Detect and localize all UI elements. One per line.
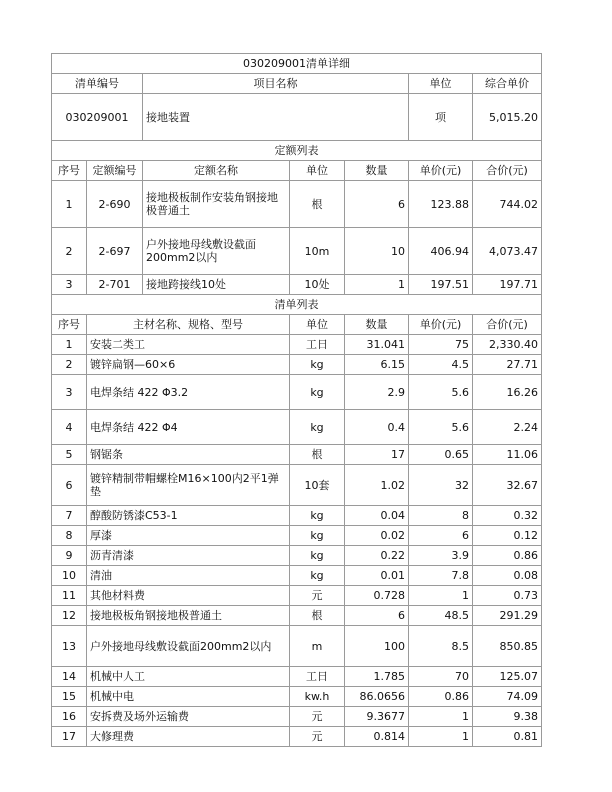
quota-row [52,181,542,228]
quota-total-header: 合价(元) [473,161,542,181]
item-code: 030209001 [52,94,143,141]
item-name: 接地装置 [143,94,409,141]
list-name: 沥青清漆 [87,546,290,566]
list-no: 4 [52,410,87,445]
list-row [52,687,542,707]
list-qty: 0.01 [345,566,409,586]
list-title-row [52,295,542,315]
list-row [52,566,542,586]
quota-name-header: 定额名称 [143,161,290,181]
list-name: 醇酸防锈漆C53-1 [87,506,290,526]
list-no: 12 [52,606,87,626]
list-total: 0.08 [473,566,542,586]
list-price: 0.65 [409,445,473,465]
quota-code-header: 定额编号 [87,161,143,181]
list-qty: 0.04 [345,506,409,526]
list-total-header: 合价(元) [473,315,542,335]
list-price: 32 [409,465,473,506]
quota-header-row [52,161,542,181]
item-code-header: 清单编号 [52,74,143,94]
title-row [52,54,542,74]
list-price: 48.5 [409,606,473,626]
quota-no: 2 [52,228,87,275]
list-header-row [52,315,542,335]
quota-qty: 10 [345,228,409,275]
quota-name: 户外接地母线敷设截面200mm2以内 [143,228,290,275]
list-name-header: 主材名称、规格、型号 [87,315,290,335]
list-total: 0.86 [473,546,542,566]
list-price: 3.9 [409,546,473,566]
list-row [52,465,542,506]
list-no-header: 序号 [52,315,87,335]
list-no: 9 [52,546,87,566]
list-row [52,445,542,465]
list-unit: kg [290,546,345,566]
list-unit: m [290,626,345,667]
list-no: 3 [52,375,87,410]
list-qty: 0.22 [345,546,409,566]
quota-qty: 6 [345,181,409,228]
list-unit: kg [290,410,345,445]
list-unit: kg [290,375,345,410]
quota-price-header: 单价(元) [409,161,473,181]
item-row [52,94,542,141]
list-unit: kg [290,506,345,526]
list-no: 13 [52,626,87,667]
list-no: 14 [52,667,87,687]
list-name: 镀锌扁钢—60×6 [87,355,290,375]
list-total: 125.07 [473,667,542,687]
list-total: 9.38 [473,707,542,727]
list-total: 2,330.40 [473,335,542,355]
list-price: 5.6 [409,375,473,410]
list-row [52,727,542,747]
list-name: 安拆费及场外运输费 [87,707,290,727]
list-total: 0.32 [473,506,542,526]
list-name: 电焊条结 422 Φ4 [87,410,290,445]
list-no: 17 [52,727,87,747]
list-price: 1 [409,586,473,606]
list-total: 850.85 [473,626,542,667]
list-price: 0.86 [409,687,473,707]
list-qty: 1.02 [345,465,409,506]
list-row [52,707,542,727]
sheet-title: 030209001清单详细 [52,54,542,74]
quota-code: 2-701 [87,275,143,295]
list-row [52,410,542,445]
list-name: 镀锌精制带帽螺栓M16×100内2平1弹垫 [87,465,290,506]
quota-no: 1 [52,181,87,228]
quota-total: 744.02 [473,181,542,228]
list-qty: 6.15 [345,355,409,375]
list-qty: 6 [345,606,409,626]
list-row [52,506,542,526]
detail-sheet [51,53,542,747]
quota-qty-header: 数量 [345,161,409,181]
quota-no-header: 序号 [52,161,87,181]
list-no: 1 [52,335,87,355]
list-unit: 根 [290,606,345,626]
list-qty: 0.814 [345,727,409,747]
quota-price: 406.94 [409,228,473,275]
list-row [52,606,542,626]
quota-price: 197.51 [409,275,473,295]
list-row [52,526,542,546]
list-name: 清油 [87,566,290,586]
list-price: 8 [409,506,473,526]
quota-no: 3 [52,275,87,295]
list-qty: 86.0656 [345,687,409,707]
list-name: 机械中电 [87,687,290,707]
item-header-row [52,74,542,94]
list-total: 2.24 [473,410,542,445]
quota-title-row [52,141,542,161]
list-total: 291.29 [473,606,542,626]
list-name: 接地极板角钢接地极普通土 [87,606,290,626]
list-unit: 根 [290,445,345,465]
list-price: 75 [409,335,473,355]
list-total: 11.06 [473,445,542,465]
list-total: 0.73 [473,586,542,606]
list-unit: kg [290,566,345,586]
list-unit: kw.h [290,687,345,707]
list-qty: 31.041 [345,335,409,355]
list-unit: 工日 [290,667,345,687]
quota-qty: 1 [345,275,409,295]
quota-total: 197.71 [473,275,542,295]
quota-section-title: 定额列表 [52,141,542,161]
list-name: 电焊条结 422 Φ3.2 [87,375,290,410]
quota-name: 接地跨接线10处 [143,275,290,295]
list-no: 16 [52,707,87,727]
list-total: 74.09 [473,687,542,707]
list-unit: 元 [290,586,345,606]
list-qty: 0.4 [345,410,409,445]
list-unit-header: 单位 [290,315,345,335]
list-section-title: 清单列表 [52,295,542,315]
list-total: 27.71 [473,355,542,375]
list-no: 10 [52,566,87,586]
list-no: 8 [52,526,87,546]
list-row [52,546,542,566]
list-unit: 元 [290,727,345,747]
list-price: 8.5 [409,626,473,667]
quota-unit: 10m [290,228,345,275]
list-name: 机械中人工 [87,667,290,687]
list-row [52,355,542,375]
list-unit: 工日 [290,335,345,355]
list-price: 5.6 [409,410,473,445]
quota-price: 123.88 [409,181,473,228]
list-total: 0.12 [473,526,542,546]
list-row [52,667,542,687]
list-name: 钢锯条 [87,445,290,465]
list-no: 11 [52,586,87,606]
list-price: 6 [409,526,473,546]
list-qty: 100 [345,626,409,667]
list-qty: 0.728 [345,586,409,606]
list-qty: 17 [345,445,409,465]
list-no: 5 [52,445,87,465]
list-qty: 1.785 [345,667,409,687]
quota-total: 4,073.47 [473,228,542,275]
list-name: 其他材料费 [87,586,290,606]
list-total: 16.26 [473,375,542,410]
list-name: 安装二类工 [87,335,290,355]
list-name: 户外接地母线敷设截面200mm2以内 [87,626,290,667]
list-qty-header: 数量 [345,315,409,335]
list-price: 1 [409,727,473,747]
list-qty: 0.02 [345,526,409,546]
list-row [52,586,542,606]
quota-unit: 10处 [290,275,345,295]
list-no: 2 [52,355,87,375]
list-no: 6 [52,465,87,506]
item-unit: 项 [409,94,473,141]
list-price: 4.5 [409,355,473,375]
list-row [52,335,542,355]
list-unit: 元 [290,707,345,727]
list-total: 0.81 [473,727,542,747]
list-qty: 2.9 [345,375,409,410]
quota-row [52,228,542,275]
list-name: 厚漆 [87,526,290,546]
quota-name: 接地极板制作安装角钢接地极普通土 [143,181,290,228]
list-unit: kg [290,355,345,375]
quota-unit-header: 单位 [290,161,345,181]
list-price: 1 [409,707,473,727]
quota-code: 2-697 [87,228,143,275]
item-price: 5,015.20 [473,94,542,141]
list-price: 7.8 [409,566,473,586]
list-row [52,626,542,667]
list-row [52,375,542,410]
list-no: 15 [52,687,87,707]
list-price-header: 单价(元) [409,315,473,335]
list-price: 70 [409,667,473,687]
list-no: 7 [52,506,87,526]
list-total: 32.67 [473,465,542,506]
list-unit: kg [290,526,345,546]
list-unit: 10套 [290,465,345,506]
item-price-header: 综合单价 [473,74,542,94]
list-qty: 9.3677 [345,707,409,727]
list-name: 大修理费 [87,727,290,747]
quota-code: 2-690 [87,181,143,228]
quota-row [52,275,542,295]
item-name-header: 项目名称 [143,74,409,94]
item-unit-header: 单位 [409,74,473,94]
quota-unit: 根 [290,181,345,228]
